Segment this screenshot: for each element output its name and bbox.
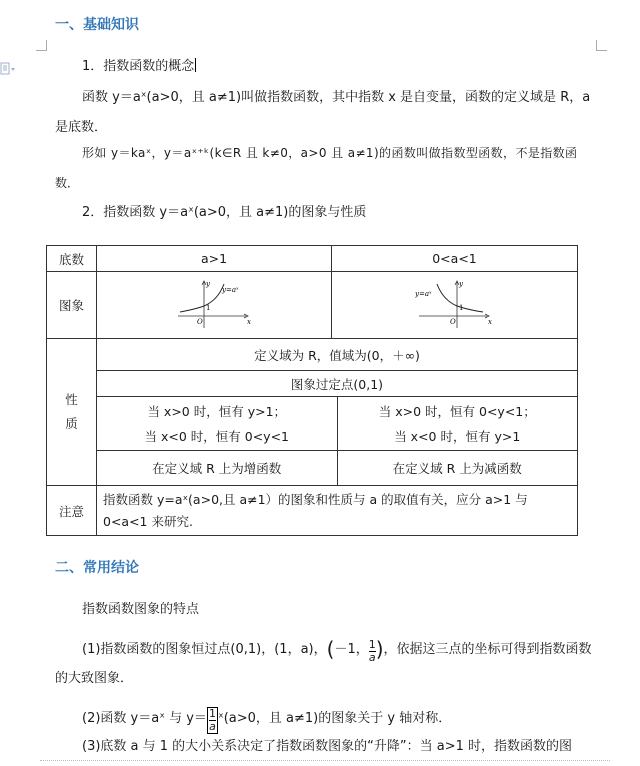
fraction-denominator: a [368, 651, 376, 664]
increasing-exponential-graph [174, 278, 254, 330]
graph-intercept-label: 1 [206, 303, 211, 312]
sign-behavior-a-gt-1 [97, 397, 338, 450]
sign-behavior-line: 当 x>0 时，恒有 y>1； [147, 403, 287, 419]
conclusion-item-3: (3)底数 a 与 1 的大小关系决定了指数函数图象的“升降”：当 a>1 时，指数函数的图 [82, 739, 573, 754]
concept-paragraph-line: 形如 y＝kaˣ，y＝aˣ⁺ᵏ(k∈R 且 k≠0，a>0 且 a≠1)的函数叫做指数型函数，不是指数函 [82, 146, 578, 160]
graph-curve-label: y=aˣ [222, 285, 239, 294]
graph-origin-label: O [197, 317, 203, 326]
sign-behavior-a-lt-1 [338, 397, 578, 450]
conclusion-text: (2)函数 y＝aˣ 与 y＝ [82, 711, 207, 726]
concept-heading: 1．指数函数的概念 [82, 59, 195, 74]
monotonicity-decreasing: 在定义域 R 上为减函数 [392, 461, 522, 476]
conclusion-text: (1)指数函数的图象恒过点(0,1)，(1，a)， [82, 642, 327, 657]
point-x-value: －1， [334, 642, 369, 657]
sign-behavior-line: 当 x<0 时，恒有 y>1 [394, 428, 521, 444]
graph-x-axis-label: x [487, 317, 492, 326]
domain-range-text: 定义域为 R，值域为(0，＋∞) [254, 347, 420, 363]
section-heading-conclusions: 二、常用结论 [55, 560, 139, 576]
row-label-graph: 图象 [47, 272, 97, 339]
margin-mark [36, 40, 47, 51]
open-paren: ( [326, 637, 335, 661]
monotonicity-row [97, 451, 577, 485]
concept-paragraph-line: 函数 y＝aˣ(a>0，且 a≠1)叫做指数函数，其中指数 x 是自变量，函数的定义域是 R，a [82, 90, 591, 105]
conclusion-item-1-line2: 的大致图象． [55, 671, 134, 686]
fraction-one-over-a [207, 707, 218, 734]
sign-behavior-line: 当 x>0 时，恒有 0<y<1； [378, 403, 536, 419]
sign-behavior-row [97, 397, 577, 451]
sign-behavior-line: 当 x<0 时，恒有 0<y<1 [144, 428, 289, 444]
margin-mark [596, 40, 607, 51]
properties-table [46, 245, 578, 536]
conclusion-item-2 [82, 707, 451, 734]
graph-increasing [97, 272, 332, 339]
col-header-a-lt-1: 0<a<1 [332, 246, 578, 272]
properties-cell [97, 339, 578, 486]
fraction-one-over-a [369, 639, 376, 664]
graph-y-axis-label: y [206, 279, 210, 288]
conclusions-subheading: 指数函数图象的特点 [82, 602, 200, 617]
concept-paragraph-line: 数． [55, 176, 80, 190]
row-label-properties [47, 339, 97, 486]
graph-x-axis-label: x [247, 317, 251, 326]
conclusion-text: ˣ(a>0，且 a≠1)的图象关于 y 轴对称． [217, 711, 452, 726]
close-paren: ) [375, 637, 384, 661]
conclusion-item-1 [82, 637, 592, 664]
decreasing-exponential-graph [415, 278, 495, 330]
text-cursor [195, 58, 196, 72]
graph-curve-label: y=aˣ [414, 289, 431, 298]
fixed-point-text: 图象过定点(0,1) [290, 376, 384, 392]
conclusion-text: ，依据这三点的坐标可得到指数函数 [383, 642, 592, 657]
page-bottom-border [40, 760, 610, 761]
document-icon[interactable] [0, 62, 16, 79]
row-label-base: 底数 [47, 246, 97, 272]
row-label-note: 注意 [47, 486, 97, 536]
fraction-numerator: 1 [208, 707, 216, 720]
graph-intercept-label: 1 [458, 303, 463, 312]
graph-origin-label: O [449, 317, 456, 326]
fixed-point-row [97, 371, 577, 397]
properties-label-char: 质 [65, 416, 78, 431]
fraction-numerator: 1 [368, 638, 376, 651]
graph-props-heading: 2．指数函数 y＝aˣ(a>0，且 a≠1)的图象与性质 [82, 205, 367, 220]
domain-range-row [97, 339, 577, 371]
properties-label-char: 性 [65, 392, 78, 407]
section-heading-basics: 一、基础知识 [55, 17, 139, 33]
graph-decreasing [332, 272, 578, 339]
concept-paragraph-line: 是底数． [55, 120, 108, 135]
graph-y-axis-label: y [458, 279, 463, 288]
note-text: 指数函数 y=aˣ(a>0,且 a≠1）的图象和性质与 a 的取值有关，应分 a>1 与 0<a<1 来研究. [97, 486, 578, 536]
monotonicity-increasing: 在定义域 R 上为增函数 [97, 451, 338, 485]
fraction-denominator: a [209, 720, 216, 733]
col-header-a-gt-1: a>1 [97, 246, 332, 272]
